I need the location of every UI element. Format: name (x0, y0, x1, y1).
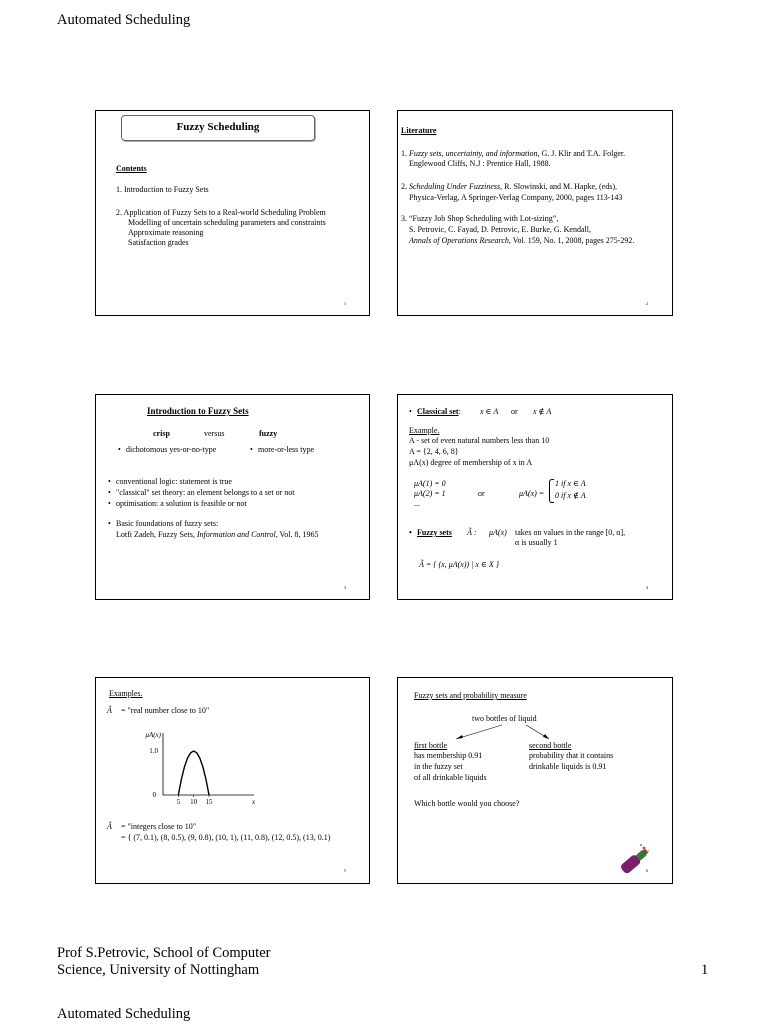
x-tick-label: 15 (205, 798, 213, 806)
second-bottle-label: second bottle (529, 741, 572, 750)
y-axis-label: μA(x) (145, 731, 161, 739)
page-header: Automated Scheduling (57, 12, 191, 28)
reference-details: , G. J. Klir and T.A. Folger. (537, 149, 626, 158)
fuzzy-sets-label: • Fuzzy sets (417, 528, 452, 538)
slide-3 (95, 394, 370, 600)
footer-page-number: 1 (701, 962, 709, 978)
page-header-next: Automated Scheduling (57, 1006, 191, 1022)
reference-1-line-2: Englewood Cliffs, N.J : Prentice Hall, 1988. (409, 159, 551, 168)
fuzzy-set-definition: Ã = { (x, μA(x)) | x ∈ X } (419, 560, 499, 569)
bottle-icon (614, 842, 654, 882)
question-text: Which bottle would you choose? (414, 799, 520, 808)
x-tick-label: 10 (190, 798, 198, 806)
membership-chart (96, 678, 370, 808)
reference-title: Fuzzy sets, uncertainty, and information (409, 149, 538, 158)
reference-details: , R. Slowinski, and M. Hapke, (eds), (500, 182, 617, 191)
footer-institution: Science, University of Nottingham (57, 962, 260, 978)
arrow-left (456, 725, 502, 739)
bullet-item: • "classical" set theory: an element belongs to a set or not (116, 488, 294, 498)
two-bottles-label: two bottles of liquid (472, 714, 537, 723)
second-bottle-text: drinkable liquids is 0.91 (529, 762, 607, 771)
or-label: or (511, 407, 518, 416)
reference-number: 1. (401, 149, 409, 158)
contents-item-2: 2. Application of Fuzzy Sets to a Real-world Scheduling Problem (116, 208, 326, 217)
contents-item-1: 1. Introduction to Fuzzy Sets (116, 185, 209, 194)
slide-title: Fuzzy Scheduling (176, 121, 260, 133)
contents-subitem: Modelling of uncertain scheduling parameters and constraints (128, 218, 326, 227)
reference-details: , Vol. 159, No. 1, 2008, pages 275-292. (508, 236, 635, 245)
reference-1 (401, 149, 625, 159)
first-bottle-text: has membership 0.91 (414, 751, 483, 760)
arrowhead-left (456, 735, 463, 739)
fuzzy-set-description: = "integers close to 10" (121, 822, 197, 831)
reference-journal: Information and Control (196, 530, 276, 539)
reference-3-line-2: S. Petrovic, C. Fayad, D. Petrovic, E. Burke, G. Kendall, (409, 225, 591, 234)
ellipsis: ... (414, 499, 420, 508)
or-label: or (478, 489, 485, 498)
chart-layer (145, 731, 256, 806)
contents-heading: Contents (116, 164, 147, 173)
slide-number: 1 (344, 301, 346, 306)
reference-text: Lotfi Zadeh, Fuzzy Sets, (116, 530, 197, 539)
reference-2 (401, 182, 617, 192)
reference-3: 3. “Fuzzy Job Shop Scheduling with Lot-sizing”, (401, 214, 559, 223)
slide-title: Fuzzy sets and probability measure (414, 691, 527, 700)
second-bottle-text: probability that it contains (529, 751, 614, 760)
reference-3-line-3 (409, 236, 634, 246)
first-bottle-text: of all drinkable liquids (414, 773, 487, 782)
range-text: α is usually 1 (515, 538, 558, 547)
membership-function: μA(x) = (519, 489, 545, 498)
reference-title: Scheduling Under Fuzziness (409, 182, 501, 191)
slide-5 (95, 677, 370, 884)
bullet-item: • optimisation: a solution is feasible or not (116, 499, 247, 509)
fuzzy-membership: μA(x) (489, 528, 507, 537)
slide-6 (397, 677, 673, 884)
y-tick-label: 0 (152, 791, 156, 799)
reference-journal: Annals of Operations Research (409, 236, 509, 245)
crisp-label: crisp (153, 429, 170, 438)
membership-example: μA(1) = 0 (414, 479, 446, 488)
crisp-description: • dichotomous yes-or-no-type (126, 445, 216, 455)
membership-curve (178, 751, 209, 795)
first-bottle-label: first bottle (414, 741, 448, 750)
arrowhead-right (543, 734, 549, 739)
slide-4 (397, 394, 673, 600)
example-label: Example. (409, 426, 440, 435)
slide-2 (397, 110, 673, 316)
slide-number: 5 (344, 868, 346, 873)
contents-subitem: Satisfaction grades (128, 238, 189, 247)
versus-label: versus (204, 429, 225, 438)
slide-number: 4 (646, 585, 648, 590)
fuzzy-set-symbol: Ã (107, 822, 112, 831)
case-line: 0 if x ∉ A (555, 491, 586, 500)
fuzzy-set-symbol: Ã (107, 706, 112, 715)
non-membership-symbol: x ∉ A (533, 407, 552, 416)
fuzzy-set-symbol: Ã : (467, 528, 477, 537)
y-tick-label: 1.0 (149, 747, 158, 755)
example-line: μA(x) degree of membership of x in A (409, 458, 533, 467)
classical-set-line (417, 407, 461, 417)
membership-symbol: x ∈ A (480, 407, 499, 416)
fuzzy-set-description: = "real number close to 10" (121, 706, 210, 715)
reference-number: 2. (401, 182, 409, 191)
fuzzy-set-elements: = { (7, 0.1), (8, 0.5), (9, 0.8), (10, 1), (11, 0.8), (12, 0.5), (13, 0.1) (121, 833, 331, 842)
contents-subitem: Approximate reasoning (128, 228, 204, 237)
membership-example: μA(2) = 1 (414, 489, 446, 498)
reference-2-line-2: Physica-Verlag, A Springer-Verlag Company, 2000, pages 113-143 (409, 193, 623, 202)
range-text: takes on values in the range [0, α], (515, 528, 626, 537)
case-line: 1 if x ∈ A (555, 479, 586, 488)
reference-text: , Vol. 8, 1965 (275, 530, 319, 539)
colon: : (458, 407, 461, 416)
slide-number: 2 (646, 301, 648, 306)
footer-author: Prof S.Petrovic, School of Computer (57, 945, 271, 961)
x-tick-label: 5 (176, 798, 181, 806)
slide-1 (95, 110, 370, 316)
zadeh-reference (116, 530, 319, 540)
slide-number: 3 (344, 585, 346, 590)
fuzzy-description: • more-or-less type (258, 445, 314, 455)
examples-label: Examples. (109, 689, 143, 698)
example-line: A - set of even natural numbers less than 10 (409, 436, 550, 445)
slide-number: 6 (646, 868, 648, 873)
first-bottle-text: in the fuzzy set (414, 762, 463, 771)
x-axis-label: x (252, 798, 256, 806)
fuzzy-label: fuzzy (259, 429, 278, 438)
brace (549, 479, 554, 503)
bullet-item: • conventional logic: statement is true (116, 477, 232, 487)
literature-heading: Literature (401, 126, 437, 135)
example-line: A = {2, 4, 6, 8} (409, 447, 459, 456)
classical-set-label: Classical set (417, 407, 459, 416)
slide-title: Introduction to Fuzzy Sets (147, 406, 249, 416)
bullet-item: • Basic foundations of fuzzy sets: (116, 519, 218, 529)
